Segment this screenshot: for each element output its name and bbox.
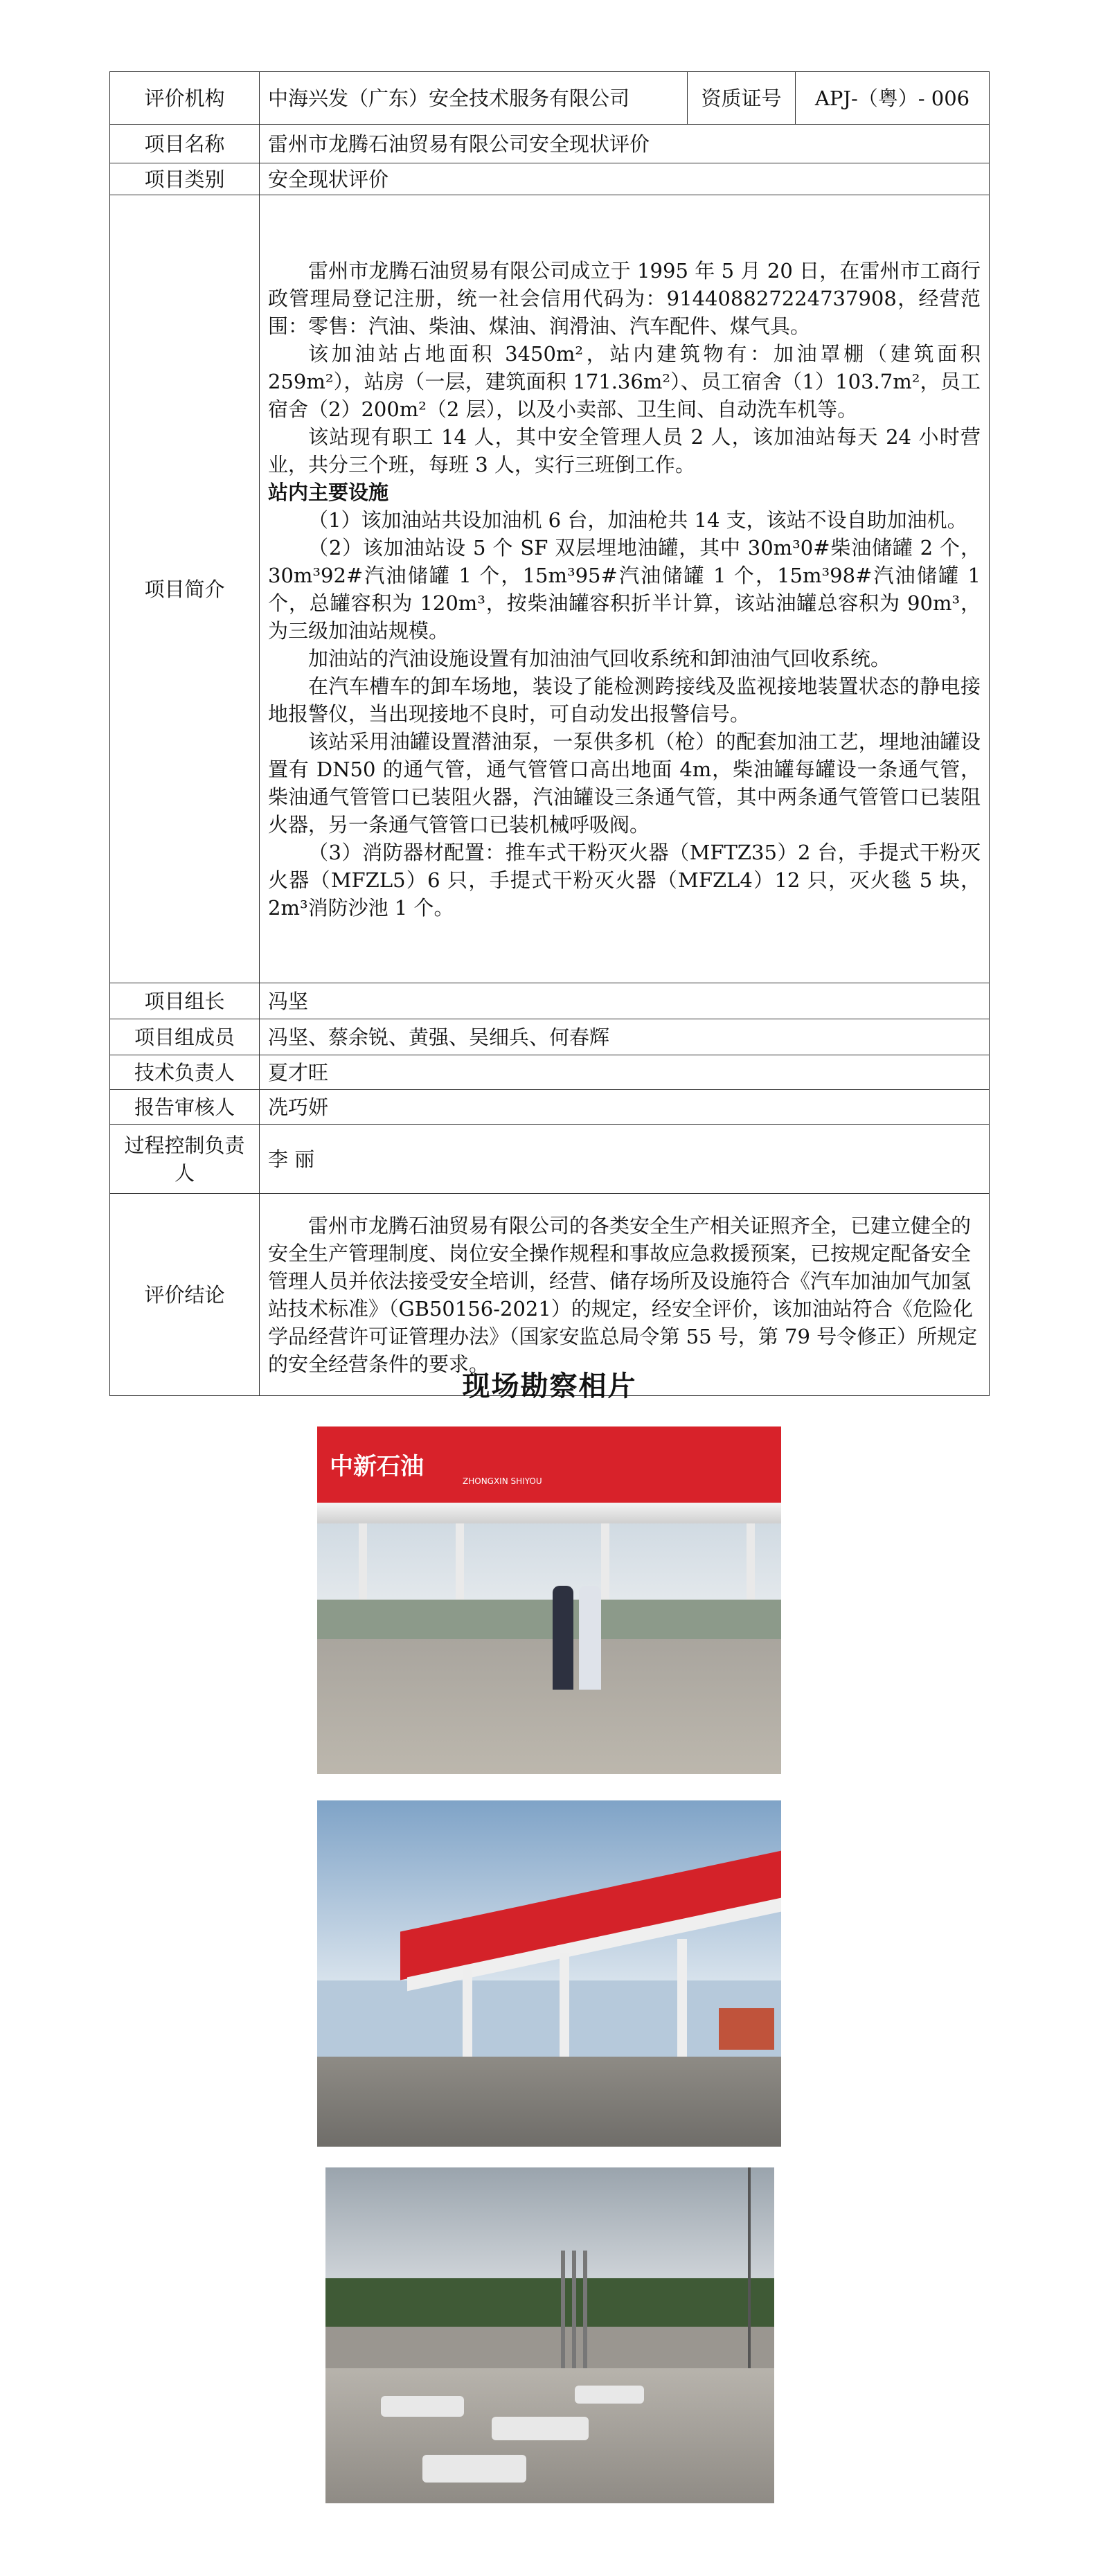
intro-paragraph: 该站现有职工 14 人，其中安全管理人员 2 人，该加油站每天 24 小时营业，共分三个班，每班 3 人，实行三班倒工作。 bbox=[268, 424, 981, 476]
tank-cover bbox=[492, 2417, 589, 2440]
intro-paragraph: 在汽车槽车的卸车场地，装设了能检测跨接线及监视接地装置状态的静电接地报警仪，当出现接地不良时，可自动发出报警信号。 bbox=[268, 674, 981, 726]
site-photo-1 bbox=[317, 1426, 781, 1774]
intro-paragraph: 该站采用油罐设置潜油泵，一泵供多机（枪）的配套加油工艺，埋地油罐设置有 DN50 的通气管，通气管管口高出地面 4m，柴油罐每罐设一条通气管，柴油通气管管口已装阻火器，汽油罐设三条通气管，其中两条通气管管口已装阻火器，另一条通气管管口已装机械呼吸阀。 bbox=[268, 729, 981, 837]
project-type-value: 安全现状评价 bbox=[260, 163, 990, 195]
cert-value: APJ-（粤）- 006 bbox=[796, 72, 990, 125]
project-name-value: 雷州市龙腾石油贸易有限公司安全现状评价 bbox=[260, 125, 990, 163]
canopy-sign-sub: ZHONGXIN SHIYOU bbox=[463, 1476, 542, 1486]
leader-value: 冯坚 bbox=[260, 983, 990, 1019]
process-value: 李 丽 bbox=[260, 1125, 990, 1194]
intro-paragraph: 加油站的汽油设施设置有加油油气回收系统和卸油油气回收系统。 bbox=[308, 646, 891, 670]
intro-paragraph: （2）该加油站设 5 个 SF 双层埋地油罐，其中 30m³0#柴油储罐 2 个，30m³92#汽油储罐 1 个，15m³95#汽油储罐 1 个，15m³98#汽油储罐 1 个，总罐容积为 120m³，按柴油罐容积折半计算，该站油罐总容积为 90m³，为三级加油站规模。 bbox=[268, 535, 981, 643]
members-value: 冯坚、蔡余锐、黄强、吴细兵、何春辉 bbox=[260, 1019, 990, 1055]
canopy-sign: 中新石油 bbox=[330, 1453, 424, 1481]
tank-cover bbox=[575, 2386, 644, 2404]
intro-body bbox=[260, 195, 990, 983]
agency-label: 评价机构 bbox=[110, 72, 260, 125]
intro-label: 项目简介 bbox=[110, 195, 260, 983]
evaluation-info-table bbox=[109, 71, 990, 1396]
intro-paragraph: 雷州市龙腾石油贸易有限公司成立于 1995 年 5 月 20 日，在雷州市工商行政管理局登记注册，统一社会信用代码为：91440882722473790​8，经营范围：零售：汽油、柴油、煤油、润滑油、汽车配件、煤气具。 bbox=[268, 258, 981, 338]
members-label: 项目组成员 bbox=[110, 1019, 260, 1055]
person-figure bbox=[553, 1586, 573, 1690]
project-name-label: 项目名称 bbox=[110, 125, 260, 163]
tank-cover bbox=[422, 2455, 526, 2483]
process-label: 过程控制负责人 bbox=[110, 1125, 260, 1194]
intro-paragraph: 该加油站占地面积 3450m²，站内建筑物有：加油罩棚（建筑面积 259m²），站房（一层，建筑面积 171.36m²）、员工宿舍（1）103.7m²，员工宿舍（2）200m²（2 层），以及小卖部、卫生间、自动洗车机等。 bbox=[268, 341, 981, 421]
reviewer-label: 报告审核人 bbox=[110, 1090, 260, 1125]
agency-value: 中海兴发（广东）安全技术服务有限公司 bbox=[260, 72, 688, 125]
tech-label: 技术负责人 bbox=[110, 1055, 260, 1090]
intro-paragraph: （1）该加油站共设加油机 6 台，加油枪共 14 支，该站不设自助加油机。 bbox=[308, 508, 967, 532]
site-photo-2 bbox=[317, 1800, 781, 2147]
facilities-heading: 站内主要设施 bbox=[268, 480, 389, 504]
reviewer-value: 冼巧妍 bbox=[260, 1090, 990, 1125]
tank-cover bbox=[381, 2396, 464, 2417]
conclusion-label: 评价结论 bbox=[110, 1194, 260, 1396]
cert-label: 资质证号 bbox=[688, 72, 796, 125]
photos-title: 现场勘察相片 bbox=[462, 1370, 637, 1402]
project-type-label: 项目类别 bbox=[110, 163, 260, 195]
leader-label: 项目组长 bbox=[110, 983, 260, 1019]
intro-paragraph: （3）消防器材配置：推车式干粉灭火器（MFTZ35）2 台，手提式干粉灭火器（MFZL5）6 只，手提式干粉灭火器（MFZL4）12 只，灭火毯 5 块，2m³消防沙池 1 个。 bbox=[268, 840, 981, 920]
person-figure bbox=[579, 1586, 601, 1690]
tech-value: 夏才旺 bbox=[260, 1055, 990, 1090]
site-photo-3 bbox=[325, 2167, 774, 2503]
conclusion-value: 雷州市龙腾石油贸易有限公司的各类安全生产相关证照齐全，已建立健全的安全生产管理制度、岗位安全操作规程和事故应急救援预案，已按规定配备安全管理人员并依法接受安全培训，经营、储存场所及设施符合《汽车加油加气加氢站技术标准》（GB50156-2021）的规定，经安全评价，该加油站符合《危险化学品经营许可证管理办法》（国家安监总局令第 55 号，第 79 号令修正）所规定的安全经营条件的要求。 bbox=[260, 1194, 990, 1396]
